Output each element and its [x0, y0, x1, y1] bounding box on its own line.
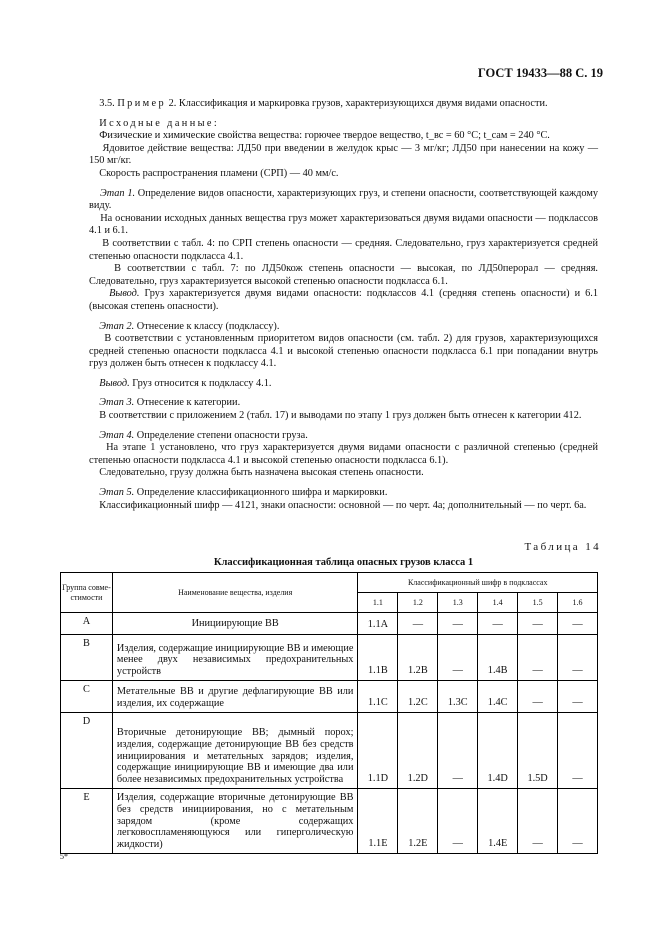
table-row	[61, 789, 598, 854]
stage-2: Этап 2. Отнесение к классу (подклассу).	[99, 320, 280, 332]
code-cell: —	[438, 613, 478, 635]
classification-table	[60, 572, 598, 854]
name-cell: Метательные ВВ и другие дефлагирующие ВВ или изделия, их содержащие	[112, 681, 358, 713]
code-cell: —	[558, 789, 598, 854]
group-cell: E	[61, 789, 113, 854]
paragraph: На этапе 1 установлено, что груз характеризуется двумя видами опасности с различной степенью (средней степенью опасности подкласса 4.1 и высокой степенью опасности подкласса 6.1).	[89, 442, 599, 466]
code-cell: 1.2D	[398, 713, 438, 789]
page-header: ГОСТ 19433—88 С. 19	[477, 66, 603, 80]
paragraph: В соответствии с установленным приоритетом видов опасности (см. табл. 2) для грузов, характеризующихся средней степенью опасности подкласса 4.1 и высокой степенью опасности подкласса 6.1 при попадании внутрь груз должен быть отнесен к подклассу 4.1.	[89, 333, 599, 370]
group-cell: A	[61, 613, 113, 635]
paragraph: В соответствии с приложением 2 (табл. 17) и выводами по этапу 1 груз должен быть отнесен к категории 412.	[99, 410, 582, 422]
code-cell: 1.2E	[398, 789, 438, 854]
table-title: Классификационная таблица опасных грузов класса 1	[213, 557, 474, 568]
name-cell: Инициирующие ВВ	[112, 613, 358, 635]
table-row	[61, 613, 598, 635]
code-cell: 1.5D	[518, 713, 558, 789]
code-cell: —	[518, 613, 558, 635]
table-number: Таблица 14	[524, 541, 601, 553]
stage-4: Этап 4. Определение степени опасности груза.	[99, 429, 308, 441]
code-cell: 1.1A	[358, 613, 398, 635]
paragraph: Скорость распространения пламени (СРП) — 40 мм/с.	[99, 167, 339, 179]
code-cell: —	[558, 613, 598, 635]
conclusion-2: Вывод. Груз относится к подклассу 4.1.	[99, 377, 272, 389]
paragraph: Физические и химические свойства вещества: горючее твердое вещество, t_вс = 60 °С; t_сам = 240 °С.	[99, 130, 550, 142]
page-footer-mark: 5*	[60, 852, 68, 861]
code-cell: —	[398, 613, 438, 635]
code-cell: —	[558, 713, 598, 789]
paragraph: В соответствии с табл. 4: по СРП степень опасности — средняя. Следовательно, груз характеризуется средней степенью опасности подкласса 4.1.	[89, 237, 598, 262]
stage-5: Этап 5. Определение классификационного шифра и маркировки.	[99, 487, 388, 499]
name-cell: Изделия, содержащие вторичные детонирующие ВВ без средств инициирования, но с метательным зарядом (кроме содержащих легковоспламеняющуюся или гиперголическую жидкости)	[112, 789, 358, 854]
name-cell: Вторичные детонирующие ВВ; дымный порох; изделия, содержащие детонирующие ВВ без средств инициирования и метательных зарядов; изделия, содержащие инициирующие ВВ и имеющие два или более независимых предохранительных устройства	[112, 713, 358, 789]
example-heading: 3.5. Пример 2. Классификация и маркировка грузов, характеризующихся двумя видами опасности.	[99, 98, 548, 109]
subclass-header: 1.4	[478, 593, 518, 613]
column-header-code: Классификационный шифр в подклассах	[358, 573, 598, 593]
paragraph: Ядовитое действие вещества: ЛД50 при введении в желудок крыс — 3 мг/кг; ЛД50 при нанесении на кожу — 150 мг/кг.	[89, 142, 599, 167]
table-row	[61, 713, 598, 789]
code-cell: —	[438, 789, 478, 854]
code-cell: —	[518, 789, 558, 854]
table-row	[61, 681, 598, 713]
code-cell: 1.4C	[478, 681, 518, 713]
subclass-header: 1.2	[398, 593, 438, 613]
code-cell: 1.1B	[358, 635, 398, 681]
code-cell: 1.4D	[478, 713, 518, 789]
stage-1: Этап 1. Определение видов опасности, характеризующих груз, и степени опасности, соответствующей каждому виду.	[89, 187, 599, 212]
column-header-name: Наименование вещества, изделия	[112, 573, 358, 613]
code-cell: 1.4B	[478, 635, 518, 681]
code-cell: —	[558, 681, 598, 713]
subclass-header: 1.3	[438, 593, 478, 613]
name-cell: Изделия, содержащие инициирующие ВВ и имеющие менее двух независимых предохранительных устройств	[112, 635, 358, 681]
code-cell: 1.1D	[358, 713, 398, 789]
conclusion-1: Вывод. Груз характеризуется двумя видами опасности: подклассов 4.1 (средняя степень опасности) и 6.1 (высокая степень опасности).	[89, 288, 598, 312]
code-cell: —	[518, 681, 558, 713]
code-cell: —	[518, 635, 558, 681]
document-body	[89, 98, 598, 512]
stage-3: Этап 3. Отнесение к категории.	[99, 397, 241, 409]
code-cell: 1.4E	[478, 789, 518, 854]
code-cell: —	[478, 613, 518, 635]
paragraph: Классификационный шифр — 4121, знаки опасности: основной — по черт. 4а; дополнительный — по черт. 6а.	[99, 499, 587, 511]
code-cell: —	[438, 713, 478, 789]
group-cell: D	[61, 713, 113, 789]
code-cell: —	[438, 635, 478, 681]
paragraph: Следовательно, грузу должна быть назначена высокая степень опасности.	[99, 467, 424, 479]
paragraph: На основании исходных данных вещества груз может характеризоваться двумя видами опасности — подклассов 4.1 и 6.1.	[89, 212, 598, 237]
group-cell: B	[61, 635, 113, 681]
subclass-header: 1.1	[358, 593, 398, 613]
code-cell: —	[558, 635, 598, 681]
subclass-header: 1.5	[518, 593, 558, 613]
paragraph: В соответствии с табл. 7: по ЛД50кож степень опасности — высокая, по ЛД50перорал — средняя. Следовательно, груз характеризуется высокой степенью опасности подкласса 6.1.	[89, 263, 598, 287]
table-row	[61, 635, 598, 681]
source-data-heading: Исходные данные:	[99, 117, 220, 129]
column-header-group: Группа совме-стимости	[61, 573, 113, 613]
code-cell: 1.1C	[358, 681, 398, 713]
code-cell: 1.2C	[398, 681, 438, 713]
code-cell: 1.2B	[398, 635, 438, 681]
subclass-header: 1.6	[558, 593, 598, 613]
group-cell: C	[61, 681, 113, 713]
code-cell: 1.1E	[358, 789, 398, 854]
code-cell: 1.3C	[438, 681, 478, 713]
